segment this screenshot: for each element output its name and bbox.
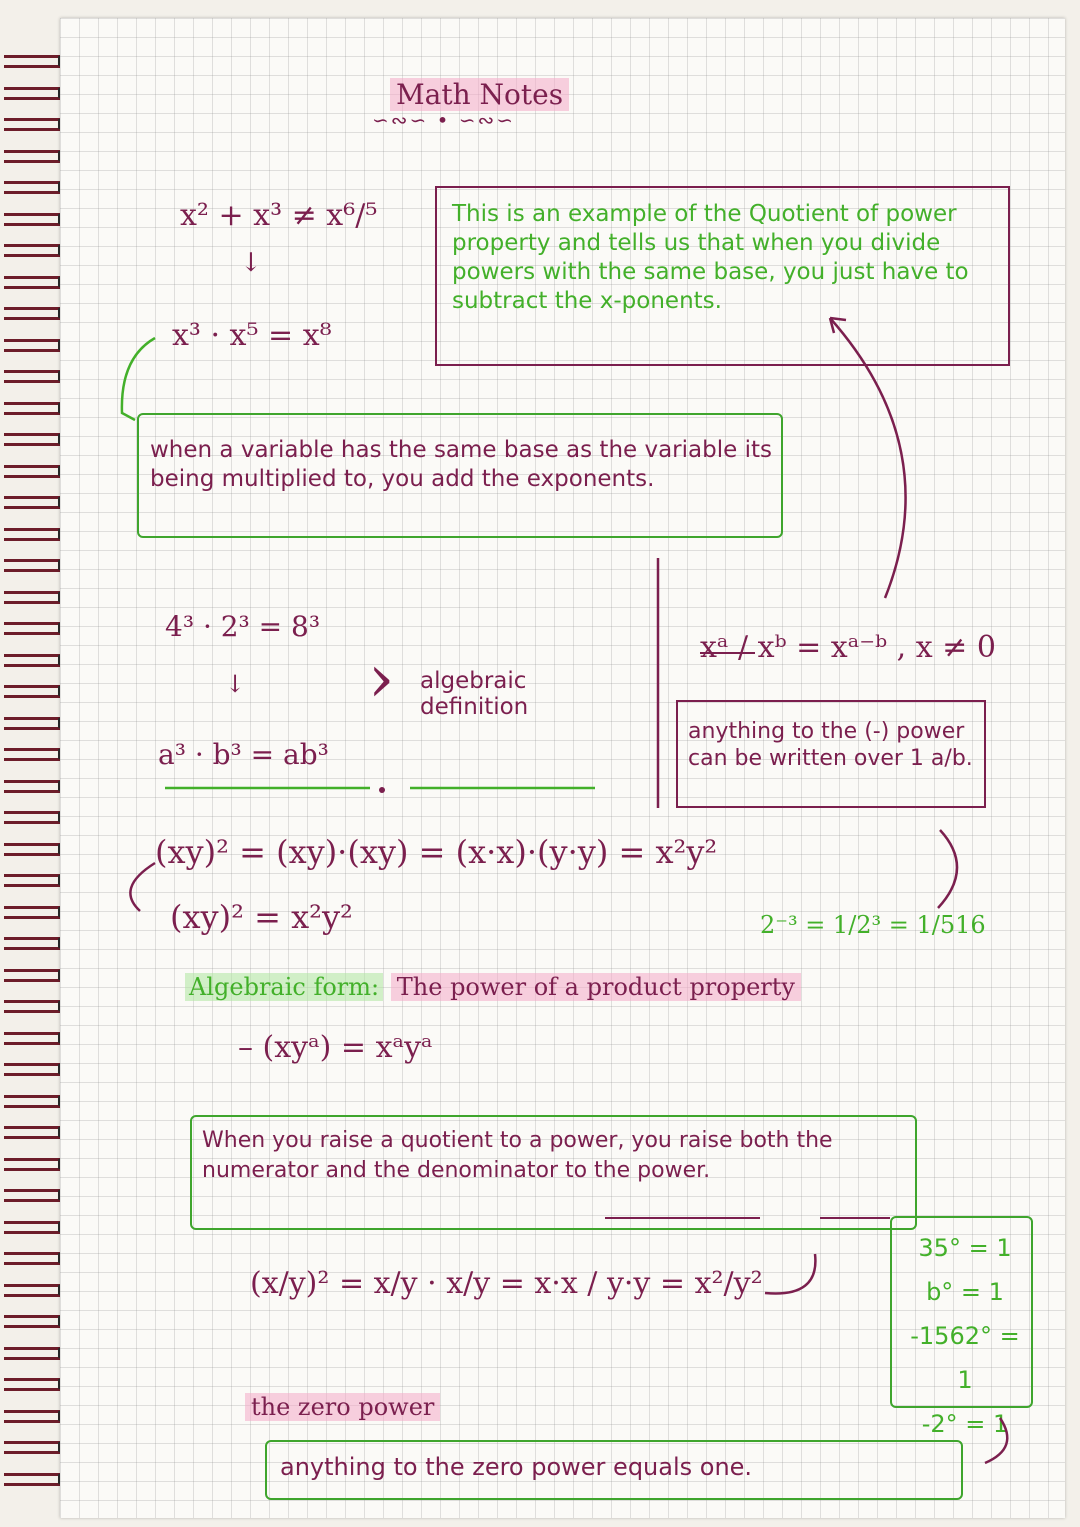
- power-product-equation: (xy)² = (xy)·(xy) = (x·x)·(y·y) = x²y²: [155, 833, 718, 871]
- add-exponents-note: when a variable has the same base as the variable its being multiplied to, you add the exponents.: [150, 437, 772, 492]
- power-product-general: – (xyᵃ) = xᵃyᵃ: [238, 1030, 433, 1065]
- decorative-strokes: [60, 18, 1065, 1518]
- page-title: Math Notes: [390, 78, 569, 111]
- notebook-page: [60, 18, 1065, 1518]
- equation-numeric-product: 4³ · 2³ = 8³: [165, 610, 321, 643]
- negative-exponent-example: 2⁻³ = 1/2³ = 1/516: [760, 911, 986, 939]
- arrow-down-icon: ↓: [240, 248, 262, 278]
- equation-sum-powers: x² + x³ ≠ x⁶/⁵: [180, 198, 378, 233]
- quotient-power-note: When you raise a quotient to a power, you raise both the numerator and the denominator to the power.: [202, 1128, 833, 1183]
- equation-product-powers: x³ · x⁵ = x⁸: [172, 318, 332, 353]
- brace-icon: ›: [368, 640, 395, 717]
- title-flourish: ∽∾∽ • ∽∾∽: [372, 108, 516, 132]
- quotient-note: This is an example of the Quotient of power property and tells us that when you divide powers with the same base, you just have to subtract the x-ponents.: [452, 201, 969, 314]
- arrow-down-icon: ↓: [225, 670, 246, 698]
- negative-power-note: anything to the (-) power can be written over 1 a/b.: [688, 719, 973, 771]
- zero-example: 35° = 1: [918, 1234, 1012, 1262]
- zero-example: b° = 1: [926, 1278, 1004, 1306]
- algebraic-form-label: Algebraic form:: [185, 973, 383, 1001]
- algebraic-definition-label: algebraic definition: [420, 668, 529, 720]
- zero-power-note: anything to the zero power equals one.: [280, 1453, 753, 1481]
- zero-power-label: the zero power: [245, 1393, 440, 1421]
- quotient-power-equation: (x/y)² = x/y · x/y = x·x / y·y = x²/y²: [250, 1266, 763, 1301]
- equation-algebraic-product: a³ · b³ = ab³: [158, 738, 329, 771]
- zero-example: -2° = 1: [921, 1410, 1009, 1438]
- power-product-label: The power of a product property: [391, 973, 801, 1001]
- quotient-rule: xᵃ / xᵇ = xᵃ⁻ᵇ , x ≠ 0: [700, 630, 996, 665]
- zero-example: -1562° = 1: [910, 1322, 1020, 1394]
- power-product-short: (xy)² = x²y²: [170, 898, 353, 936]
